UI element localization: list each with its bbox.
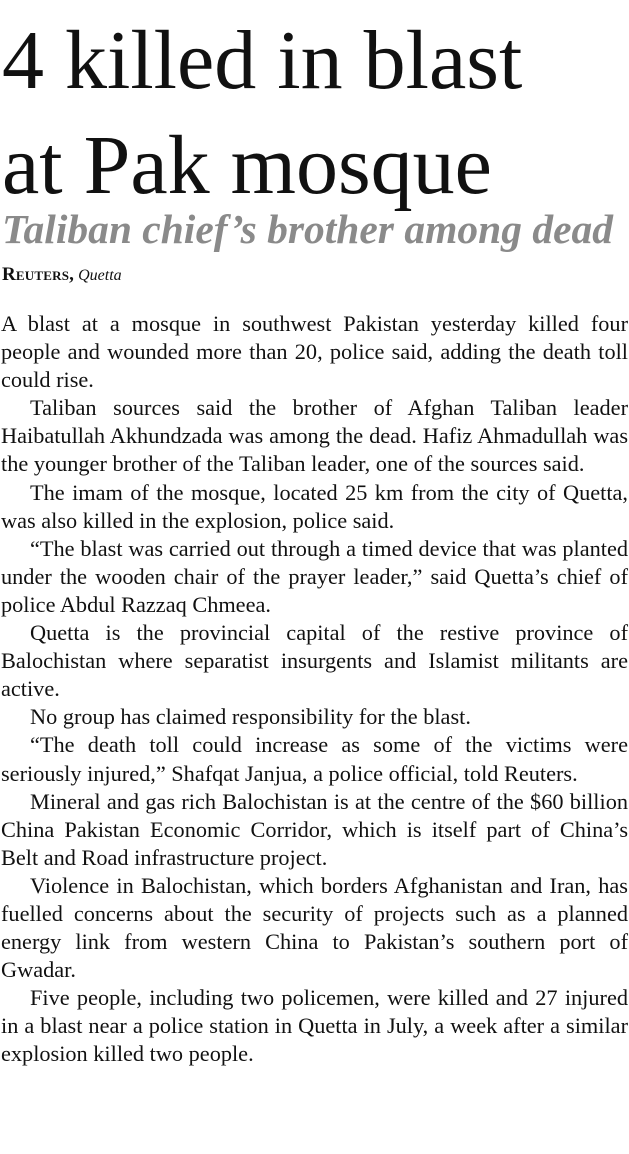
paragraph-5: Quetta is the provincial capital of the restive province of Balochistan where separatist insurgents and Islamist militants are active. — [1, 620, 628, 702]
headline-line-1: 4 killed in blast — [2, 14, 523, 107]
paragraph-6: No group has claimed responsibility for the blast. — [30, 704, 471, 730]
paragraph-7: “The death toll could increase as some of the victims were seriously injured,” Shafqat Janjua, a police official, told Reuters. — [1, 732, 628, 786]
article-body — [1, 310, 628, 1069]
byline — [2, 263, 122, 288]
headline-line-2: at Pak mosque — [2, 119, 492, 212]
paragraph-3: The imam of the mosque, located 25 km from the city of Quetta, was also killed in the explosion, police said. — [1, 479, 628, 533]
headline — [2, 8, 629, 218]
paragraph-8: Mineral and gas rich Balochistan is at the centre of the $60 billion China Pakistan Economic Corridor, which is itself part of China’s Belt and Road infrastructure project. — [1, 788, 628, 870]
paragraph-9: Violence in Balochistan, which borders Afghanistan and Iran, has fuelled concerns about the security of projects such as a planned energy link from western China to Pakistan’s southern port of Gwadar. — [1, 872, 628, 983]
paragraph-10: Five people, including two policemen, were killed and 27 injured in a blast near a police station in Quetta in July, a week after a similar explosion killed two people. — [1, 985, 628, 1067]
paragraph-2: Taliban sources said the brother of Afghan Taliban leader Haibatullah Akhundzada was among the dead. Hafiz Ahmadullah was the younger brother of the Taliban leader, one of the sources said. — [1, 395, 628, 477]
byline-location: Quetta — [78, 267, 122, 284]
byline-agency: Reuters, — [2, 264, 75, 285]
subheadline: Taliban chief’s brother among dead — [2, 206, 613, 252]
paragraph-4: “The blast was carried out through a timed device that was planted under the wooden chair of the prayer leader,” said Quetta’s chief of police Abdul Razzaq Chmeea. — [1, 535, 628, 617]
paragraph-1: A blast at a mosque in southwest Pakistan yesterday killed four people and wounded more than 20, police said, adding the death toll could rise. — [1, 311, 628, 393]
